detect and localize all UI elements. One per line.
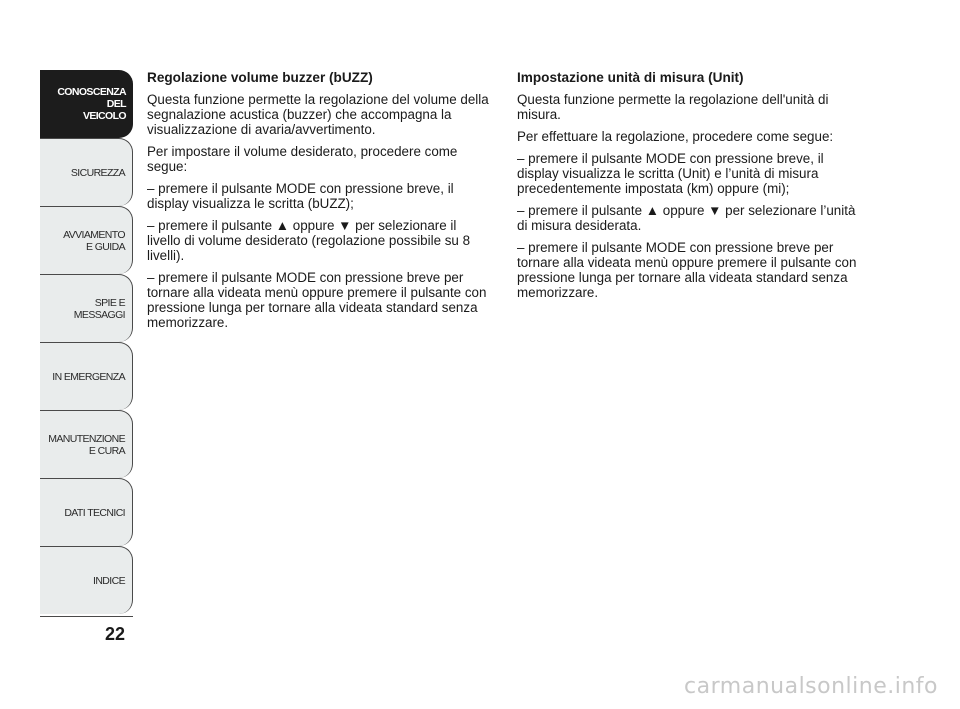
paragraph: – premere il pulsante MODE con pressione breve, il display visualizza le scritta (bUZZ); (147, 181, 454, 211)
unit-setting-section (517, 70, 862, 307)
tab-conoscenza-del-veicolo[interactable]: CONOSCENZA DEL VEICOLO (40, 70, 133, 138)
buzzer-volume-section (147, 70, 492, 337)
section-title: Impostazione unità di misura (Unit) (517, 70, 744, 85)
page-number: 22 (104, 624, 125, 644)
tab-in-emergenza[interactable]: IN EMERGENZA (40, 342, 133, 410)
paragraph: – premere il pulsante MODE con pressione breve per tornare alla videata menù oppure premere il pulsante con pressione lunga per tornare alla videata standard senza memorizzare. (517, 240, 857, 300)
chapter-sidebar (40, 70, 133, 614)
paragraph: – premere il pulsante ▲ oppure ▼ per selezionare il livello di volume desiderato (regolazione possibile su 8 livelli). (147, 218, 471, 263)
paragraph: – premere il pulsante ▲ oppure ▼ per selezionare l’unità di misura desiderata. (517, 203, 856, 233)
tab-avviamento-e-guida[interactable]: AVVIAMENTO E GUIDA (40, 206, 133, 274)
paragraph: – premere il pulsante MODE con pressione breve per tornare alla videata menù oppure premere il pulsante con pressione lunga per tornare alla videata standard senza memorizzare. (147, 270, 487, 330)
tab-indice[interactable]: INDICE (40, 546, 133, 614)
paragraph: Questa funzione permette la regolazione dell'unità di misura. (517, 92, 829, 122)
paragraph: Per effettuare la regolazione, procedere come segue: (517, 129, 834, 144)
section-title: Regolazione volume buzzer (bUZZ) (147, 70, 373, 85)
paragraph: Per impostare il volume desiderato, procedere come segue: (147, 144, 458, 174)
watermark: carmanualsonline.info (684, 674, 938, 699)
paragraph: – premere il pulsante MODE con pressione breve, il display visualizza le scritta (Unit) e l’unità di misura precedentemente impostata (km) oppure (mi); (517, 151, 824, 196)
paragraph: Questa funzione permette la regolazione del volume della segnalazione acustica (buzzer) che accompagna la visualizzazione di avaria/avvertimento. (147, 92, 489, 137)
tab-sicurezza[interactable]: SICUREZZA (40, 138, 133, 206)
tab-dati-tecnici[interactable]: DATI TECNICI (40, 478, 133, 546)
tab-spie-e-messaggi[interactable]: SPIE E MESSAGGI (40, 274, 133, 342)
tab-manutenzione-e-cura[interactable]: MANUTENZIONE E CURA (40, 410, 133, 478)
sidebar-bottom-divider (40, 616, 133, 617)
